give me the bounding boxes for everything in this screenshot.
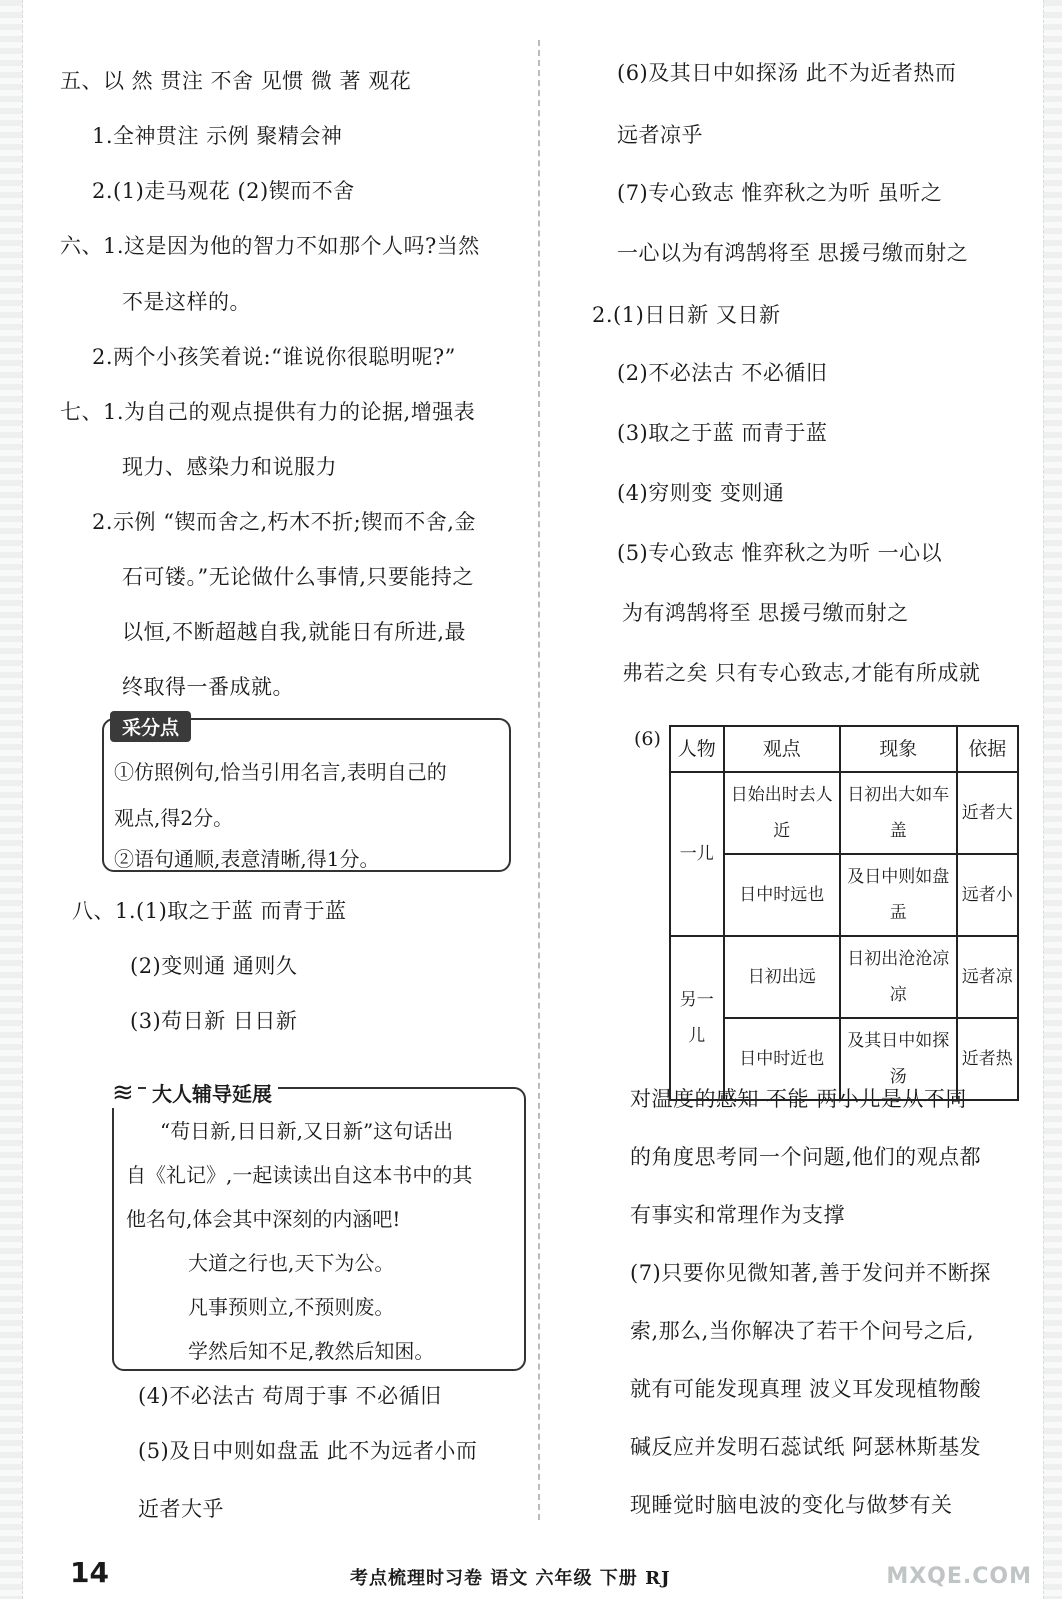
table-header: 观点	[724, 726, 841, 772]
answer-line: (7)只要你见微知著,善于发问并不断探	[630, 1261, 991, 1285]
answer-line: 为有鸿鹄将至 思援弓缴而射之	[622, 601, 909, 625]
answer-line: 2.(1)日日新 又日新	[592, 303, 781, 327]
answer-line: 以恒,不断超越自我,就能日有所进,最	[122, 620, 467, 644]
answer-line: 七、1.为自己的观点提供有力的论据,增强表	[60, 400, 476, 424]
answer-line: 对温度的感知 不能 两小儿是从不同	[630, 1087, 967, 1111]
table-cell-phenomenon: 及日中则如盘盂	[840, 854, 957, 936]
answer-line: 的角度思考同一个问题,他们的观点都	[630, 1145, 982, 1169]
page-footer	[70, 1558, 990, 1592]
table-cell-view: 日中时近也	[724, 1018, 841, 1100]
page-edge-left	[0, 0, 23, 1599]
table-row	[670, 936, 1018, 1018]
answer-line: (3)取之于蓝 而青于蓝	[617, 421, 828, 445]
answer-line: 2.两个小孩笑着说:“谁说你很聪明呢?”	[92, 345, 456, 369]
tutor-box-line: 大道之行也,天下为公。	[188, 1251, 395, 1275]
page-edge-right	[1043, 0, 1062, 1599]
table-cell-basis: 远者小	[957, 854, 1018, 936]
answer-line: (5)及日中则如盘盂 此不为远者小而	[138, 1439, 478, 1463]
answer-line: (2)变则通 通则久	[130, 954, 298, 978]
observation-table	[669, 725, 1019, 1101]
score-points-title: 采分点	[110, 711, 191, 742]
table-cell-view: 日始出时去人近	[724, 772, 841, 854]
answer-line: 一心以为有鸿鹄将至 思援弓缴而射之	[617, 241, 969, 265]
score-box-line: ②语句通顺,表意清晰,得1分。	[114, 847, 380, 871]
answer-line: (2)不必法古 不必循旧	[617, 361, 828, 385]
table-cell-person: 另一儿	[670, 936, 724, 1100]
answer-line: 八、1.(1)取之于蓝 而青于蓝	[72, 899, 347, 923]
tutor-box-line: 学然后知不足,教然后知困。	[188, 1339, 435, 1363]
table-cell-phenomenon: 日初出沧沧凉凉	[840, 936, 957, 1018]
answer-line: (7)专心致志 惟弈秋之为听 虽听之	[617, 181, 943, 205]
wave-icon: ≋	[108, 1078, 138, 1108]
answer-line: 现力、感染力和说服力	[122, 455, 337, 479]
table-cell-basis: 近者大	[957, 772, 1018, 854]
table-cell-basis: 近者热	[957, 1018, 1018, 1100]
answer-line: 2.(1)走马观花 (2)锲而不舍	[92, 179, 355, 203]
book-info: 考点梳理时习卷 语文 六年级 下册 RJ	[350, 1568, 671, 1589]
table-cell-phenomenon: 及其日中如探汤	[840, 1018, 957, 1100]
score-box-line: 观点,得2分。	[114, 806, 234, 830]
page-number: 14	[70, 1556, 109, 1589]
table-header: 现象	[840, 726, 957, 772]
answer-line: 近者大乎	[138, 1497, 224, 1521]
answer-line: 六、1.这是因为他的智力不如那个人吗?当然	[60, 234, 480, 258]
answer-line: (5)专心致志 惟弈秋之为听 一心以	[617, 541, 943, 565]
table-header: 依据	[957, 726, 1018, 772]
table-cell-phenomenon: 日初出大如车盖	[840, 772, 957, 854]
answer-line: 2.示例 “锲而舍之,朽木不折;锲而不舍,金	[92, 510, 476, 534]
answer-line: 石可镂。”无论做什么事情,只要能持之	[122, 565, 474, 589]
answer-line: 弗若之矣 只有专心致志,才能有所成就	[622, 661, 981, 685]
answer-line: 有事实和常理作为支撑	[630, 1203, 845, 1227]
answer-line: 不是这样的。	[122, 290, 251, 314]
tutor-box-line: “苟日新,日日新,又日新”这句话出	[160, 1119, 454, 1143]
column-divider	[538, 40, 540, 1520]
answer-line: 终取得一番成就。	[122, 675, 294, 699]
tutor-box-line: 他名句,体会其中深刻的内涵吧!	[126, 1207, 401, 1231]
tutor-box-line: 凡事预则立,不预则废。	[188, 1295, 395, 1319]
watermark: MXQE.COM	[886, 1564, 1032, 1589]
answer-line: (6)及其日中如探汤 此不为近者热而	[617, 61, 957, 85]
table-cell-basis: 远者凉	[957, 936, 1018, 1018]
table-label: (6)	[634, 728, 661, 750]
answer-line: (4)穷则变 变则通	[617, 481, 785, 505]
answer-line: (4)不必法古 苟周于事 不必循旧	[138, 1384, 442, 1408]
table-cell-view: 日中时远也	[724, 854, 841, 936]
answer-line: (3)苟日新 日日新	[130, 1009, 298, 1033]
tutor-extension-title: 大人辅导延展	[146, 1078, 278, 1107]
answer-line: 五、以 然 贯注 不舍 见惯 微 著 观花	[60, 69, 412, 93]
score-box-line: ①仿照例句,恰当引用名言,表明自己的	[114, 760, 447, 784]
answer-line: 1.全神贯注 示例 聚精会神	[92, 124, 343, 148]
table-cell-view: 日初出远	[724, 936, 841, 1018]
tutor-box-line: 自《礼记》,一起读读出自这本书中的其	[126, 1163, 473, 1187]
table-cell-person: 一儿	[670, 772, 724, 936]
table-header: 人物	[670, 726, 724, 772]
table-row	[670, 772, 1018, 854]
answer-line: 现睡觉时脑电波的变化与做梦有关	[630, 1493, 953, 1517]
answer-line: 索,那么,当你解决了若干个问号之后,	[630, 1319, 975, 1343]
answer-line: 碱反应并发明石蕊试纸 阿瑟林斯基发	[630, 1435, 982, 1459]
answer-line: 远者凉乎	[617, 123, 703, 147]
answer-line: 就有可能发现真理 波义耳发现植物酸	[630, 1377, 982, 1401]
table-header-row	[670, 726, 1018, 772]
